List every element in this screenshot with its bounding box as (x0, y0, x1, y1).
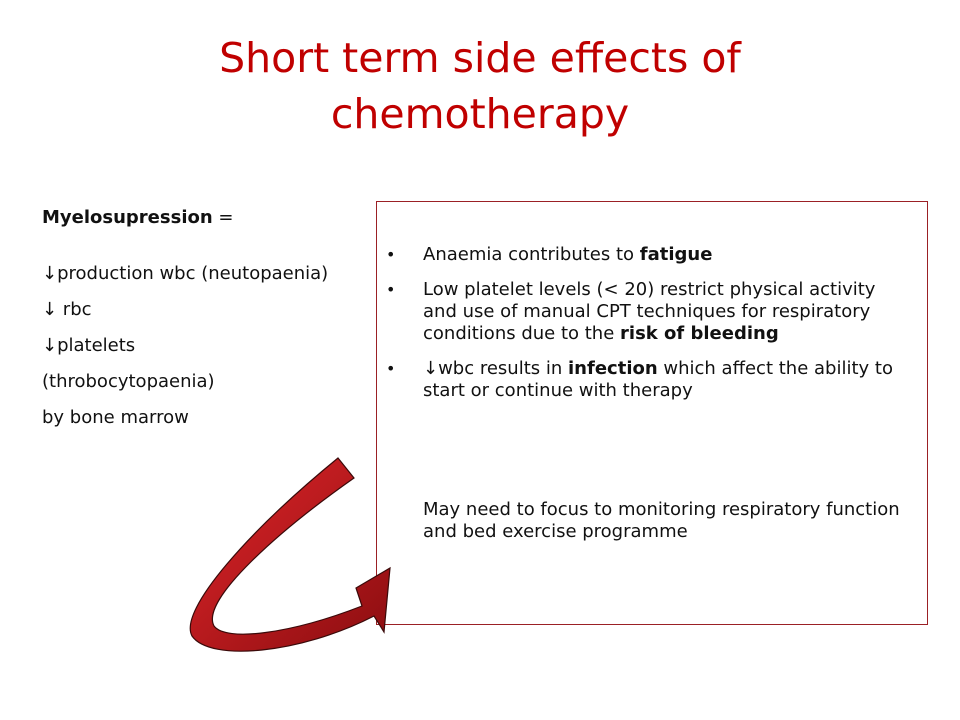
list-item (386, 358, 913, 402)
list-item (386, 244, 913, 266)
platelets-line: ↓platelets (42, 335, 136, 356)
list-item (386, 279, 913, 345)
myelosuppression-heading (42, 207, 342, 229)
myelosuppression-term: Myelosupression (42, 207, 213, 228)
effects-box (376, 201, 928, 625)
bullet-emphasis: risk of bleeding (620, 323, 779, 344)
bullet-icon: • (386, 359, 396, 378)
bullet-icon: • (386, 280, 396, 299)
bullet-icon: • (386, 245, 396, 264)
myelosuppression-column (42, 207, 342, 443)
myelosuppression-equals: = (212, 207, 234, 228)
bullet-text: ↓wbc results in (423, 358, 569, 379)
rbc-line: ↓ rbc (42, 299, 92, 320)
bullet-emphasis: infection (568, 358, 658, 379)
wbc-line: ↓production wbc (neutopaenia) (42, 263, 329, 284)
bullet-text: Low platelet levels (< 20) restrict physical activity and use of manual CPT techniques for respiratory conditions due to the (423, 279, 876, 344)
arrow-body (190, 458, 390, 651)
effects-list (386, 244, 913, 415)
curved-arrow-icon (170, 450, 410, 670)
monitoring-note: May need to focus to monitoring respiratory function and bed exercise programme (423, 499, 900, 542)
thrombocytopaenia-line: (throbocytopaenia) (42, 371, 215, 392)
slide-title: Short term side effects of chemotherapy (219, 34, 741, 138)
bone-marrow-line: by bone marrow (42, 407, 189, 428)
bullet-text-tail: which affect the ability to start or continue with therapy (423, 358, 893, 401)
bullet-emphasis: fatigue (639, 244, 713, 265)
bullet-text: Anaemia contributes to (423, 244, 640, 265)
